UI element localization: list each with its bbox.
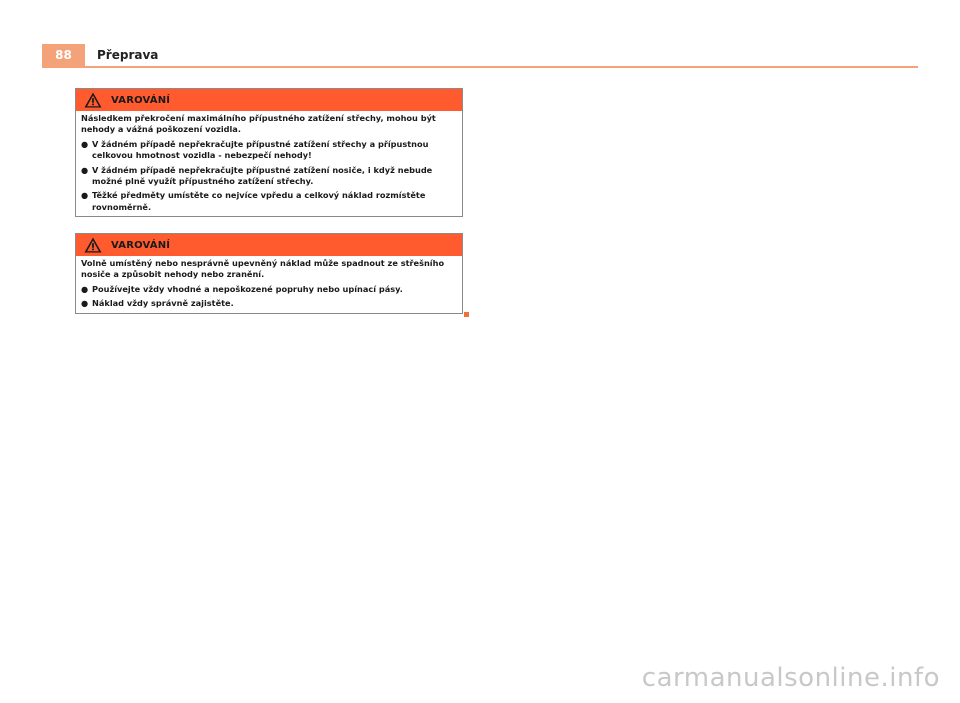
list-item: ● V žádném případě nepřekračujte přípustné zatížení nosiče, i když nebude možné plně využít přípustného zatížení střechy.: [81, 164, 433, 187]
warning-intro: Volně umístěný nebo nesprávně upevněný náklad může spadnout ze střešního nosiče a způsobit nehody nebo zranění.: [81, 258, 445, 280]
page-number: 88: [42, 44, 85, 67]
list-item: ● V žádném případě nepřekračujte přípustné zatížení střechy a přípustnou celkovou hmotnost vozidla - nebezpečí nehody!: [81, 138, 429, 161]
warning-body: [76, 111, 462, 216]
bullet-icon: ●: [81, 164, 89, 175]
warning-triangle-icon: [84, 92, 102, 108]
warning-body: [76, 256, 462, 313]
header-rule: [42, 66, 918, 68]
bullet-icon: ●: [81, 298, 89, 309]
section-end-marker: [464, 312, 469, 317]
warning-title: VAROVÁNÍ: [111, 94, 171, 106]
bullet-icon: ●: [81, 283, 89, 294]
bullet-icon: ●: [81, 190, 89, 201]
bullet-icon: ●: [81, 138, 89, 149]
warning-header: [76, 89, 462, 111]
warning-title: VAROVÁNÍ: [111, 239, 171, 251]
warning-intro: Následkem překročení maximálního přípustného zatížení střechy, mohou být nehody a vážná poškození vozidla.: [81, 113, 436, 135]
warning-triangle-icon: [84, 237, 102, 253]
warning-box-roof-load: [75, 88, 463, 217]
list-item: ● Používejte vždy vhodné a nepoškozené popruhy nebo upínací pásy.: [81, 283, 403, 294]
warning-box-cargo-securing: [75, 233, 463, 314]
list-item: ● Náklad vždy správně zajistěte.: [81, 298, 234, 309]
warning-header: [76, 234, 462, 256]
list-item: ● Těžké předměty umístěte co nejvíce vpředu a celkový náklad rozmístěte rovnoměrně.: [81, 190, 426, 212]
page-title: Přeprava: [97, 48, 159, 62]
watermark: carmanualsonline.info: [641, 663, 940, 693]
